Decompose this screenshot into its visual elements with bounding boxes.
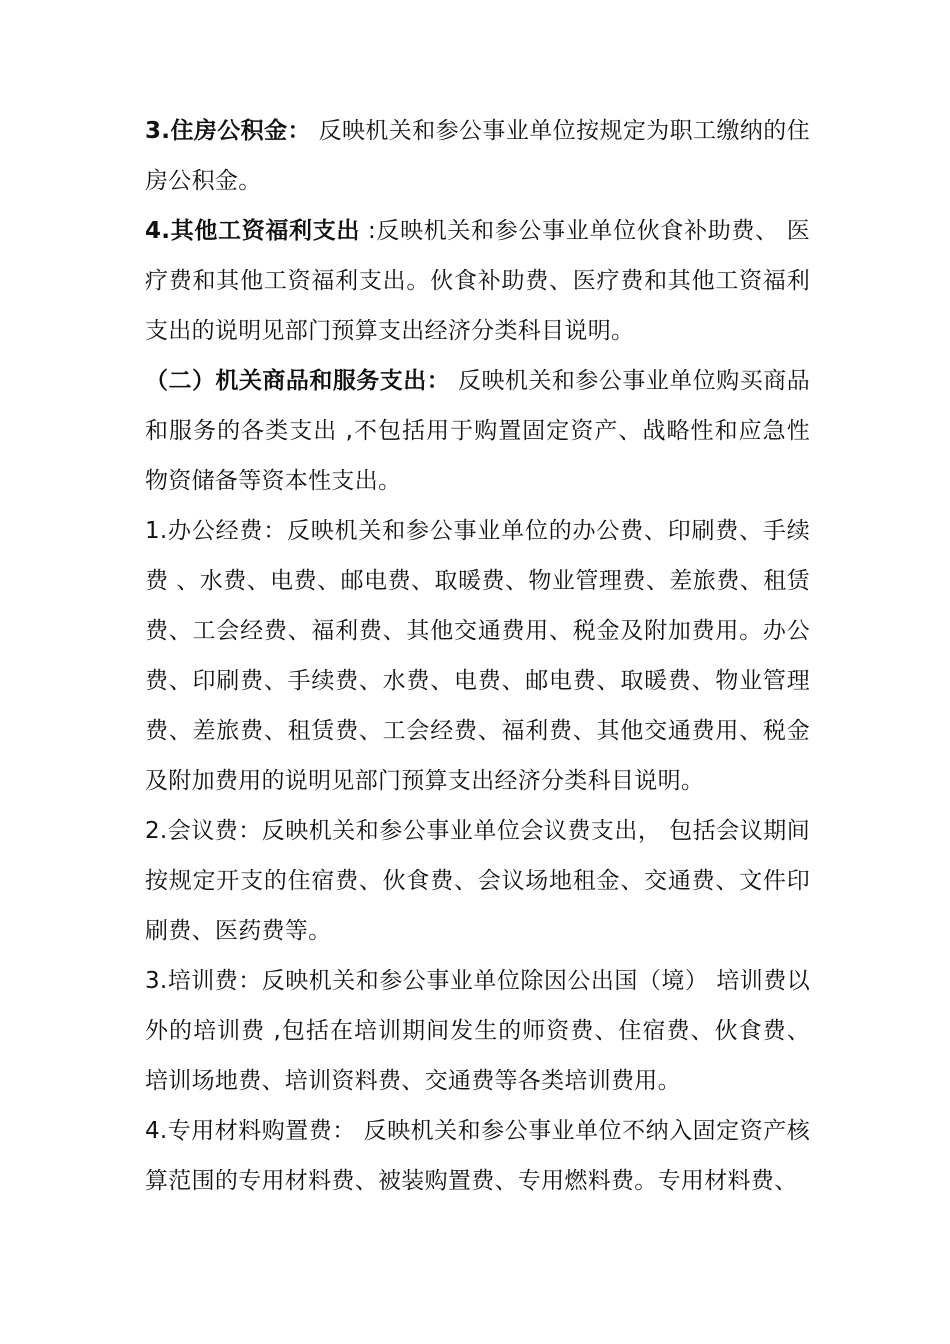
paragraph-heading: 3.住房公积金：	[145, 118, 311, 144]
paragraph-other-welfare	[145, 206, 810, 356]
paragraph-text: 反映机关和参公事业单位购买商品和服务的各类支出 ,不包括用于购置固定资产、战略性和应急性物资储备等资本性支出。	[145, 368, 810, 494]
paragraph-text: 反映机关和参公事业单位不纳入固定资产核算范围的专用材料费、被装购置费、专用燃料费。专用材料费、	[145, 1118, 810, 1194]
paragraph-heading: （二）机关商品和服务支出：	[145, 368, 451, 394]
paragraph-housing-fund	[145, 106, 810, 206]
paragraph-text: 反映机关和参公事业单位会议费支出， 包括会议期间按规定开支的住宿费、伙食费、会议场地租金、交通费、文件印刷费、医药费等。	[145, 818, 811, 944]
paragraph-text: :反映机关和参公事业单位伙食补助费、 医疗费和其他工资福利支出。伙食补助费、医疗费和其他工资福利支出的说明见部门预算支出经济分类科目说明。	[145, 218, 810, 344]
paragraph-text: 反映机关和参公事业单位除因公出国（境） 培训费以外的培训费 ,包括在培训期间发生的师资费、住宿费、伙食费、培训场地费、培训资料费、交通费等各类培训费用。	[145, 968, 811, 1094]
paragraph-office-expenses	[145, 506, 810, 806]
paragraph-training-fees	[145, 956, 810, 1106]
paragraph-goods-services	[145, 356, 810, 506]
paragraph-heading: 4.专用材料购置费：	[145, 1118, 356, 1144]
document-body	[145, 106, 810, 1206]
paragraph-text: 反映机关和参公事业单位的办公费、印刷费、手续费 、水费、电费、邮电费、取暖费、物业管理费、差旅费、租赁费、工会经费、福利费、其他交通费用、税金及附加费用。办公费、印刷费、手续费、水费、电费、邮电费、取暖费、物业管理费、差旅费、租赁费、工会经费、福利费、其他交通费用、税金及附加费用的说明见部门预算支出经济分类科目说明。	[145, 518, 810, 794]
paragraph-heading: 2.会议费：	[145, 818, 262, 844]
paragraph-text: 反映机关和参公事业单位按规定为职工缴纳的住房公积金。	[145, 118, 810, 194]
paragraph-meeting-fees	[145, 806, 810, 956]
paragraph-heading: 3.培训费：	[145, 968, 262, 994]
paragraph-special-materials	[145, 1106, 810, 1206]
paragraph-heading: 1.办公经费：	[145, 518, 288, 544]
paragraph-heading: 4.其他工资福利支出	[145, 218, 361, 244]
